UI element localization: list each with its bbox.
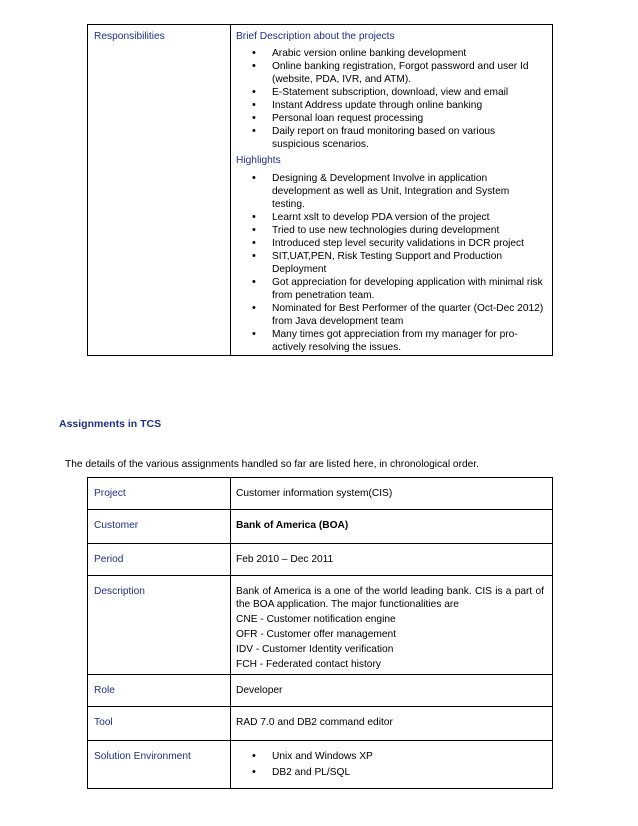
environment-label: Solution Environment: [88, 741, 231, 789]
responsibilities-table: [87, 24, 553, 356]
list-item: • Unix and Windows XP: [236, 750, 544, 763]
project-label: Project: [88, 478, 231, 510]
tool-label: Tool: [88, 707, 231, 741]
list-item: • Designing & Development Involve in application development as well as Unit, Integration and System testing.: [236, 172, 544, 211]
description-line: OFR - Customer offer management: [236, 629, 397, 640]
list-item: • Arabic version online banking development: [236, 47, 544, 60]
table-row: [88, 544, 553, 576]
highlights-list: [236, 172, 544, 354]
assignment-table: [87, 477, 553, 789]
project-value: Customer information system(CIS): [231, 478, 553, 510]
list-item: • Introduced step level security validations in DCR project: [236, 237, 544, 250]
responsibilities-content: [231, 25, 553, 356]
list-item: • Personal loan request processing: [236, 112, 544, 125]
period-value: Feb 2010 – Dec 2011: [231, 544, 553, 576]
list-item: • Daily report on fraud monitoring based on various suspicious scenarios.: [236, 125, 544, 151]
list-item: • Nominated for Best Performer of the quarter (Oct-Dec 2012) from Java development team: [236, 302, 544, 328]
list-item: • Tried to use new technologies during development: [236, 224, 544, 237]
list-item: • Online banking registration, Forgot password and user Id (website, PDA, IVR, and ATM).: [236, 60, 544, 86]
list-item: • SIT,UAT,PEN, Risk Testing Support and Production Deployment: [236, 250, 544, 276]
period-label: Period: [88, 544, 231, 576]
brief-description-list: [236, 47, 544, 151]
assignments-heading: Assignments in TCS: [59, 418, 162, 430]
environment-value: [231, 741, 553, 789]
table-row: [88, 576, 553, 675]
responsibilities-label: Responsibilities: [88, 25, 231, 356]
description-line: FCH - Federated contact history: [236, 659, 381, 670]
table-row: [88, 741, 553, 789]
list-item: • DB2 and PL/SQL: [236, 766, 544, 779]
highlights-heading: Highlights: [236, 155, 281, 166]
table-row: [88, 478, 553, 510]
list-item: • Got appreciation for developing application with minimal risk from penetration team.: [236, 276, 544, 302]
list-item: • Many times got appreciation from my manager for pro-actively resolving the issues.: [236, 328, 544, 354]
table-row: [88, 510, 553, 544]
table-row: [88, 707, 553, 741]
customer-value: Bank of America (BOA): [231, 510, 553, 544]
table-row: [88, 675, 553, 707]
description-line: CNE - Customer notification engine: [236, 614, 396, 625]
environment-list: [236, 750, 544, 779]
customer-label: Customer: [88, 510, 231, 544]
role-value: Developer: [231, 675, 553, 707]
list-item: • E-Statement subscription, download, view and email: [236, 86, 544, 99]
description-line: IDV - Customer Identity verification: [236, 644, 394, 655]
role-label: Role: [88, 675, 231, 707]
list-item: • Learnt xslt to develop PDA version of the project: [236, 211, 544, 224]
description-text: Bank of America is a one of the world leading bank. CIS is a part of the BOA application. The major functionalities are: [236, 586, 544, 610]
assignments-intro: The details of the various assignments handled so far are listed here, in chronological order.: [65, 459, 479, 470]
brief-description-heading: Brief Description about the projects: [236, 31, 395, 42]
description-value: [231, 576, 553, 675]
list-item: • Instant Address update through online banking: [236, 99, 544, 112]
description-label: Description: [88, 576, 231, 675]
tool-value: RAD 7.0 and DB2 command editor: [231, 707, 553, 741]
